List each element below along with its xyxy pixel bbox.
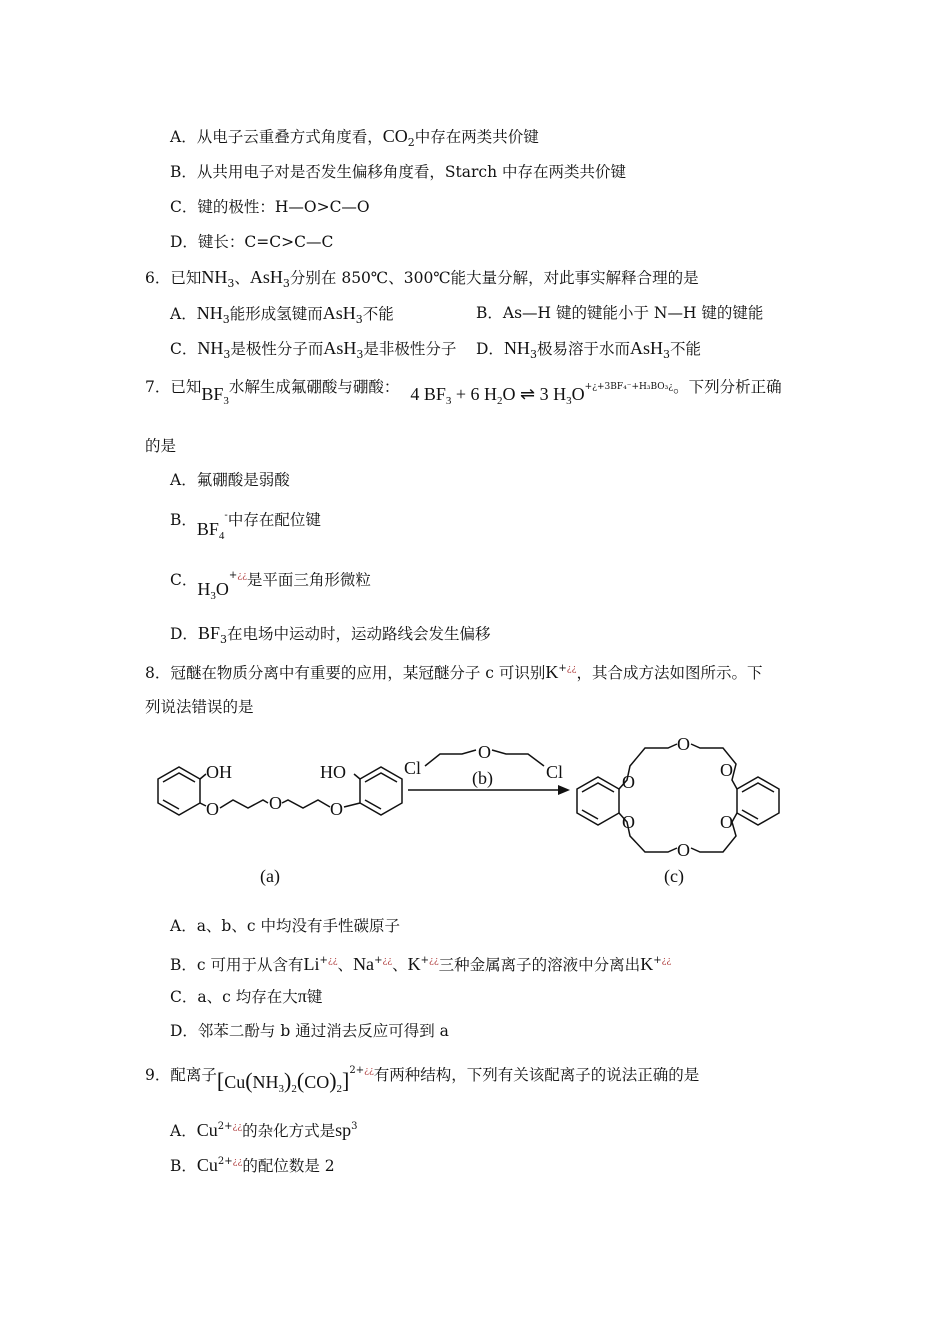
aromatic-bond <box>163 773 195 782</box>
q7-stem: 7．已知$BF_3$水解生成氟硼酸与硼酸： 4 $BF_3 + 6$ $H_2O$ ⇌ 3 $H_3O+¿+3BF_4^-+H_3BO_3¿$。下列分析正确 <box>145 378 782 407</box>
chain-b <box>492 750 544 766</box>
oxygen-label: O <box>622 772 635 792</box>
arrow-head-icon <box>558 785 570 795</box>
benzene-ring-a-right <box>360 767 402 815</box>
q9-option-a: A．$Cu^{2+¿¿}$的杂化方式是$sp^3$ <box>170 1120 358 1140</box>
aromatic-bond <box>582 783 614 792</box>
structure-c <box>577 744 779 852</box>
crown-ether-synthesis-figure <box>140 728 800 898</box>
oxygen-label: O <box>330 799 343 819</box>
chain-b <box>425 750 476 766</box>
ether-bond <box>344 803 360 807</box>
q7-option-c: C．$H_3O^{+¿¿}$是平面三角形微粒 <box>170 570 371 602</box>
q7-option-d: D．$BF_3$在电场中运动时，运动路线会发生偏移 <box>170 623 491 646</box>
chlorine-label: Cl <box>404 758 422 778</box>
q5-option-a: A．从电子云重叠方式角度看，$CO_2$中存在两类共价键 <box>170 126 539 149</box>
benzene-ring-a-left <box>158 767 200 815</box>
q8-option-d: D．邻苯二酚与 b 通过消去反应可得到 a <box>170 1022 449 1040</box>
ho-label: HO <box>320 762 346 782</box>
q8-option-a: A．a、b、c 中均没有手性碳原子 <box>170 917 400 935</box>
ether-chain <box>282 800 330 808</box>
oxygen-label: O <box>677 734 690 754</box>
q6-option-c: C．$NH_3$是极性分子而AsH$_3$是非极性分子 <box>170 338 457 361</box>
complex-ion-formula: $[Cu(NH_3)_2(CO)_2]$ <box>216 1068 350 1095</box>
q6-option-d: D．$NH_3$极易溶于水而AsH$_3$不能 <box>476 338 701 361</box>
q8-stem-cont: 列说法错误的是 <box>145 698 254 716</box>
q8-option-b: B．c 可用于从含有Li+¿¿、Na+¿¿、K+¿¿三种金属离子的溶液中分离出K+¿¿ <box>170 954 672 974</box>
oh-label: OH <box>206 762 232 782</box>
aromatic-bond <box>742 783 774 792</box>
label-c: (c) <box>664 866 684 886</box>
q6-stem: 6．已知$NH_3$、AsH$_3$分别在 850℃、300℃能大量分解，对此事实解释合理的是 <box>145 267 699 290</box>
ho-bond <box>354 774 360 779</box>
label-b: (b) <box>472 768 493 788</box>
q8-stem: 8．冠醚在物质分离中有重要的应用，某冠醚分子 c 可识别K+¿¿，其合成方法如图所示。下 <box>145 662 763 682</box>
ether-chain <box>220 800 268 808</box>
q6-option-a: A．$NH_3$能形成氢键而AsH$_3$不能 <box>170 303 394 326</box>
structure-b <box>404 742 563 789</box>
q7-option-b: B．$BF_4^-$中存在配位键 <box>170 510 321 542</box>
q9-stem: 9．配离子$[Cu(NH_3)_2(CO)_2]^{2+¿¿}$有两种结构，下列有关该配离子的说法正确的是 <box>145 1065 700 1095</box>
q5-option-c: C．键的极性：H—O>C—O <box>170 198 370 216</box>
oxygen-label: O <box>622 812 635 832</box>
q7-option-a: A．氟硼酸是弱酸 <box>170 471 290 489</box>
q7-stem-cont: 的是 <box>145 437 177 455</box>
benzene-ring-c-right <box>737 777 779 825</box>
oxygen-label: O <box>269 793 282 813</box>
label-a: (a) <box>260 866 280 886</box>
oxygen-label: O <box>720 812 733 832</box>
benzene-ring-c-left <box>577 777 619 825</box>
oxygen-label: O <box>677 840 690 860</box>
q9-option-b: B．$Cu^{2+¿¿}$的配位数是 2 <box>170 1155 335 1175</box>
oxygen-label: O <box>478 742 491 762</box>
q7-equation: 4 $BF_3 + 6$ $H_2O$ ⇌ 3 $H_3O$ <box>410 384 585 407</box>
q8-option-c: C．a、c 均存在大π键 <box>170 986 323 1006</box>
q6-option-b: B．As—H 键的键能小于 N—H 键的键能 <box>476 304 764 322</box>
q5-option-d: D．键长：C=C>C—C <box>170 233 334 251</box>
aromatic-bond <box>365 773 397 782</box>
chlorine-label: Cl <box>546 762 564 782</box>
q5-option-b: B．从共用电子对是否发生偏移角度看，Starch 中存在两类共价键 <box>170 163 626 181</box>
oxygen-label: O <box>720 760 733 780</box>
oxygen-label: O <box>206 799 219 819</box>
